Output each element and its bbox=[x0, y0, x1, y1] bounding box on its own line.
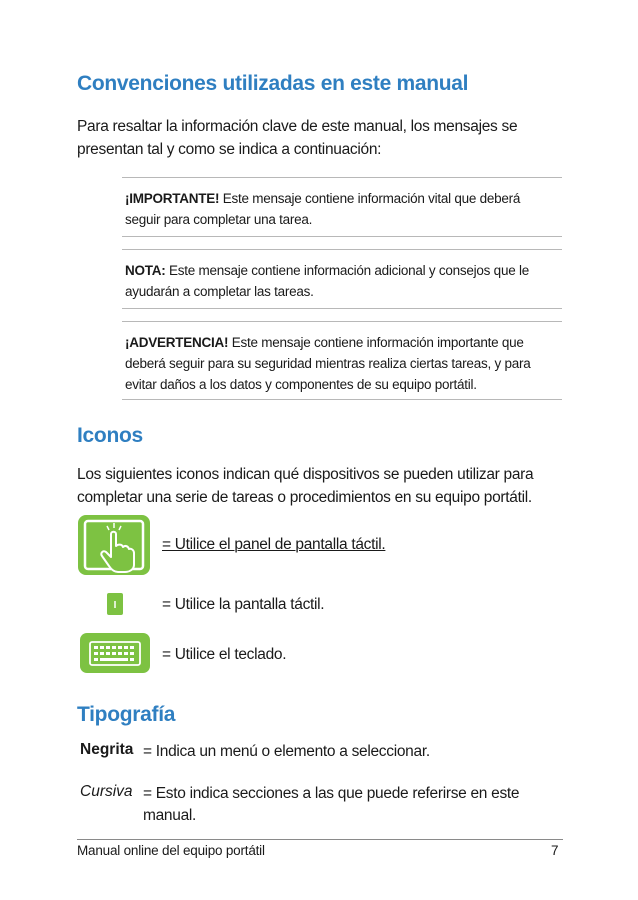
section-title-typography: Tipografía bbox=[77, 703, 176, 726]
typography-def-italic-line-1: = Esto indica secciones a las que puede referirse en este bbox=[143, 785, 520, 802]
typography-def-bold-line-1: = Indica un menú o elemento a seleccionar. bbox=[143, 743, 430, 760]
conventions-intro-line-1: Para resaltar la información clave de este manual, los mensajes se bbox=[77, 118, 518, 135]
important-note-label: ¡IMPORTANTE! bbox=[125, 191, 220, 206]
conventions-intro bbox=[77, 115, 567, 161]
typography-def-bold bbox=[143, 741, 543, 763]
note-divider bbox=[122, 177, 562, 178]
warning-note-text-1: Este mensaje contiene información importante que bbox=[228, 335, 524, 350]
keyboard-icon bbox=[80, 633, 150, 678]
icons-intro bbox=[77, 463, 567, 509]
important-note bbox=[125, 188, 545, 230]
nota-note-label: NOTA: bbox=[125, 263, 166, 278]
typography-def-italic-line-2: manual. bbox=[143, 807, 197, 824]
section-title-icons: Iconos bbox=[77, 424, 143, 447]
warning-note-text-3: evitar daños a los datos y componentes de su equipo portátil. bbox=[125, 377, 477, 392]
important-note-text-2: seguir para completar una tarea. bbox=[125, 212, 313, 227]
footer-divider bbox=[77, 839, 563, 840]
note-divider bbox=[122, 399, 562, 400]
section-title-conventions: Convenciones utilizadas en este manual bbox=[77, 72, 469, 95]
page-number: 7 bbox=[551, 843, 559, 858]
typography-term-bold: Negrita bbox=[80, 741, 134, 758]
keyboard-icon-description: = Utilice el teclado. bbox=[162, 646, 287, 663]
nota-note-text-1: Este mensaje contiene información adicional y consejos que le bbox=[165, 263, 529, 278]
note-divider bbox=[122, 321, 562, 322]
footer-title: Manual online del equipo portátil bbox=[77, 843, 265, 858]
note-divider bbox=[122, 249, 562, 250]
icons-intro-line-1: Los siguientes iconos indican qué dispositivos se pueden utilizar para bbox=[77, 466, 534, 483]
nota-note bbox=[125, 260, 545, 302]
touchscreen-icon-description: = Utilice la pantalla táctil. bbox=[162, 596, 325, 613]
icons-intro-line-2: completar una serie de tareas o procedimientos en su equipo portátil. bbox=[77, 489, 532, 506]
warning-note-label: ¡ADVERTENCIA! bbox=[125, 335, 229, 350]
important-note-text-1: Este mensaje contiene información vital que deberá bbox=[219, 191, 521, 206]
warning-note bbox=[125, 332, 545, 395]
typography-term-italic: Cursiva bbox=[80, 783, 133, 800]
typography-def-italic bbox=[143, 783, 543, 827]
warning-note-text-2: deberá seguir para su seguridad mientras realiza ciertas tareas, y para bbox=[125, 356, 531, 371]
conventions-intro-line-2: presentan tal y como se indica a continuación: bbox=[77, 141, 382, 158]
note-divider bbox=[122, 236, 562, 237]
touchscreen-icon bbox=[107, 593, 123, 620]
touchpad-gesture-icon bbox=[78, 515, 150, 580]
touchpad-icon-description: = Utilice el panel de pantalla táctil. bbox=[162, 536, 386, 553]
note-divider bbox=[122, 308, 562, 309]
nota-note-text-2: ayudarán a completar las tareas. bbox=[125, 284, 314, 299]
